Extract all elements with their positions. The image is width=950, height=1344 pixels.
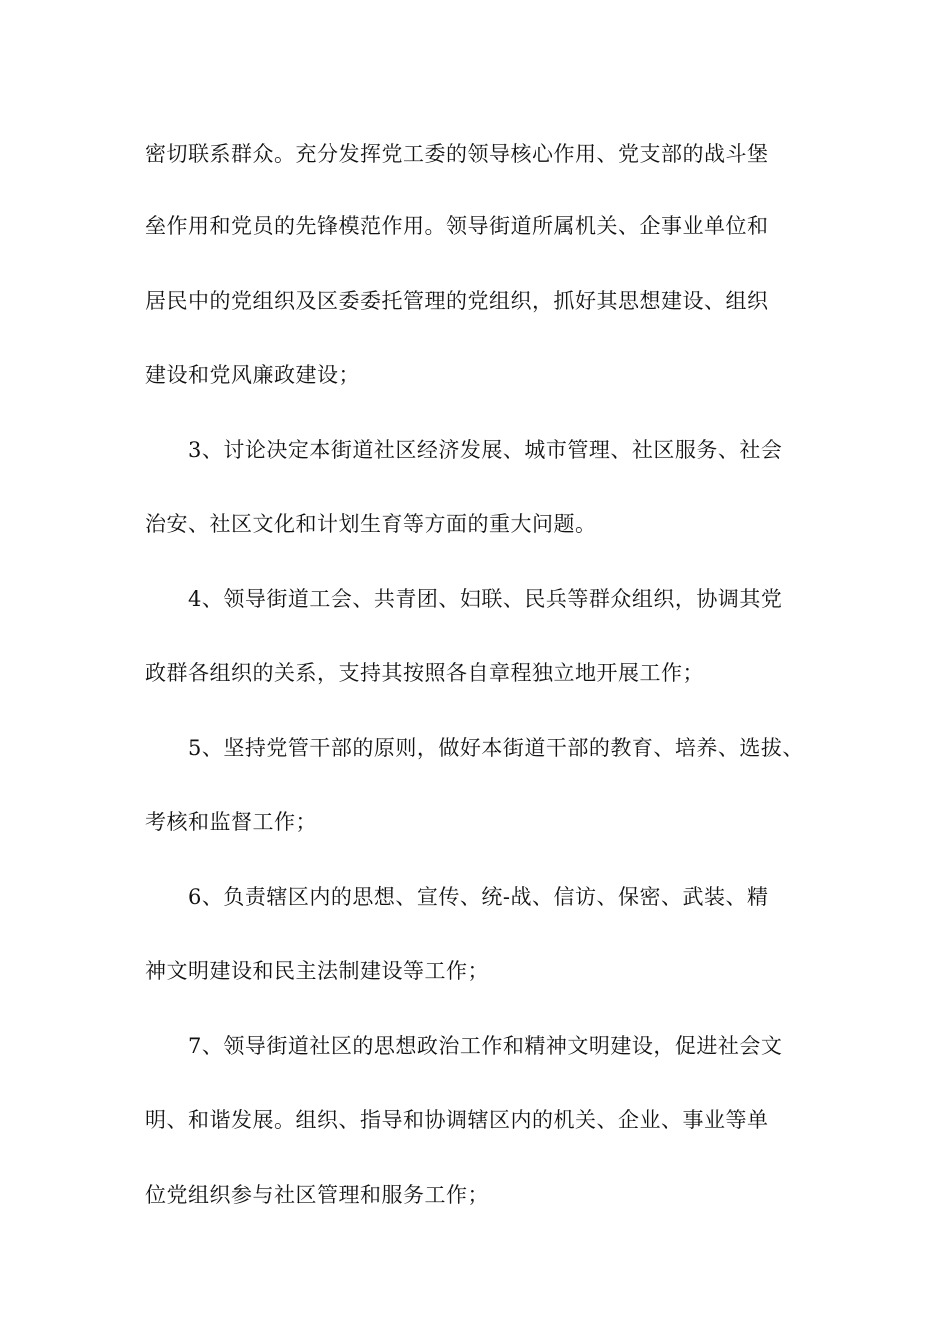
text-line: 密切联系群众。充分发挥党工委的领导核心作用、党支部的战斗堡 (145, 142, 769, 166)
text-line: 考核和监督工作； (145, 810, 317, 834)
text-line: 政群各组织的关系，支持其按照各自章程独立地开展工作； (145, 661, 704, 685)
text-line: 治安、社区文化和计划生育等方面的重大问题。 (145, 512, 597, 536)
text-line: 明、和谐发展。组织、指导和协调辖区内的机关、企业、事业等单 (145, 1108, 769, 1132)
text-line: 居民中的党组织及区委委托管理的党组织，抓好其思想建设、组织 (145, 289, 769, 313)
paragraph-3-start: 3、讨论决定本街道社区经济发展、城市管理、社区服务、社会 (188, 438, 783, 462)
paragraph-4-start: 4、领导街道工会、共青团、妇联、民兵等群众组织，协调其党 (188, 587, 783, 611)
text-line: 建设和党风廉政建设； (145, 363, 360, 387)
paragraph-5-start: 5、坚持党管干部的原则，做好本街道干部的教育、培养、选拔、 (188, 736, 804, 760)
text-line: 垒作用和党员的先锋模范作用。领导街道所属机关、企事业单位和 (145, 214, 769, 238)
text-line: 位党组织参与社区管理和服务工作； (145, 1183, 489, 1207)
text-line: 神文明建设和民主法制建设等工作； (145, 959, 489, 983)
paragraph-7-start: 7、领导街道社区的思想政治工作和精神文明建设，促进社会文 (188, 1034, 783, 1058)
paragraph-6-start: 6、负责辖区内的思想、宣传、统-战、信访、保密、武装、精 (188, 885, 769, 909)
